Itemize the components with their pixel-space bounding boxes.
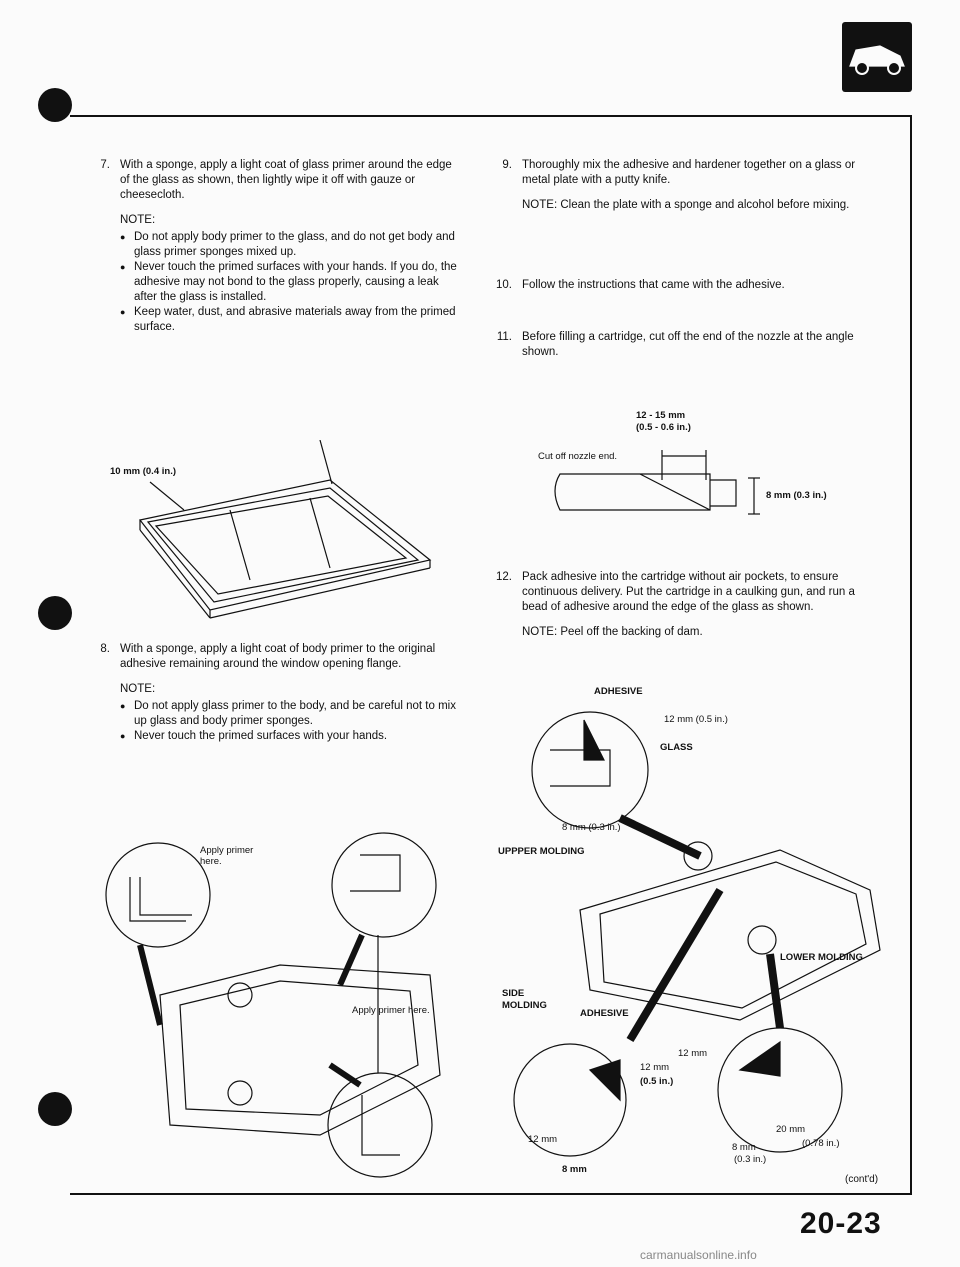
note-item: ● Never touch the primed surfaces with your hands. xyxy=(120,729,460,744)
frame-bottom-rule xyxy=(70,1193,912,1195)
step-text: Pack adhesive into the cartridge without air pockets, to ensure continuous delivery. Put the cartridge in a caulking gun, and run a bead of adhesive around the edge of the glass as shown. xyxy=(522,571,855,613)
callout-label: Cut off nozzle end. xyxy=(538,451,618,462)
callout-label: Apply primer here. xyxy=(200,845,254,867)
step-text: Thoroughly mix the adhesive and hardener together on a glass or metal plate with a putty knife. xyxy=(522,159,856,186)
dimension-label: 12 mm xyxy=(678,1048,708,1059)
callout-label: LOWER MOLDING xyxy=(780,952,863,963)
dimension-label: 12 mm (0.5 in.) xyxy=(664,714,728,725)
note-text: NOTE: Peel off the backing of dam. xyxy=(522,626,703,638)
note-text: NOTE: Clean the plate with a sponge and alcohol before mixing. xyxy=(522,199,850,211)
dimension-label: 10 mm (0.4 in.) xyxy=(110,466,176,477)
dimension-label: (0.78 in.) xyxy=(802,1138,840,1149)
figure-glass-primer xyxy=(110,440,450,620)
binder-hole xyxy=(38,596,72,630)
page-number: 20-23 xyxy=(800,1207,882,1240)
callout-label: UPPPER MOLDING xyxy=(498,846,585,857)
binder-hole xyxy=(38,1092,72,1126)
continued-label: (cont'd) xyxy=(845,1174,879,1185)
figure-nozzle-cut xyxy=(530,410,870,535)
note-item: ● Keep water, dust, and abrasive materials away from the primed surface. xyxy=(120,305,460,335)
frame-right-rule xyxy=(910,115,912,1195)
figure-adhesive-bead xyxy=(480,686,900,1185)
note-heading: NOTE: xyxy=(120,683,156,695)
callout-label: SIDE xyxy=(502,988,525,999)
dimension-label: 8 mm (0.3 in.) xyxy=(766,490,827,501)
step-text: Before filling a cartridge, cut off the end of the nozzle at the angle shown. xyxy=(522,331,854,358)
callout-label: GLASS xyxy=(660,742,693,753)
note-item: ● Do not apply body primer to the glass, and do not get body and glass primer sponges mixed up. xyxy=(120,230,460,260)
step-number: 11. xyxy=(496,331,512,343)
figure-body-primer xyxy=(100,825,460,1185)
step-text: With a sponge, apply a light coat of body primer to the original adhesive remaining around the window opening flange. xyxy=(120,643,436,670)
step-number: 7. xyxy=(100,159,110,171)
dimension-label: (0.5 - 0.6 in.) xyxy=(636,422,691,433)
dimension-label: (0.3 in.) xyxy=(734,1154,767,1165)
dimension-label: 12 mm xyxy=(640,1062,670,1073)
note-list xyxy=(120,230,460,335)
dimension-label: 8 mm xyxy=(562,1164,587,1175)
note-item: ● Do not apply glass primer to the body, and be careful not to mix up glass and body primer sponges. xyxy=(120,699,460,729)
step-number: 8. xyxy=(100,643,110,655)
step-text: Follow the instructions that came with the adhesive. xyxy=(522,279,785,291)
dimension-label: 20 mm xyxy=(776,1124,806,1135)
binder-hole xyxy=(38,88,72,122)
dimension-label: 8 mm xyxy=(732,1142,756,1153)
note-list xyxy=(120,699,460,744)
car-section-icon xyxy=(842,22,912,92)
callout-label: MOLDING xyxy=(502,1000,547,1011)
watermark: carmanualsonline.info xyxy=(640,1248,757,1262)
callout-label: ADHESIVE xyxy=(594,686,643,697)
callout-label: ADHESIVE xyxy=(580,1008,629,1019)
callout-label: Apply primer here. xyxy=(352,1005,430,1016)
frame-top-rule xyxy=(70,115,912,117)
step-number: 12. xyxy=(496,571,512,583)
dimension-label: 12 mm xyxy=(528,1134,558,1145)
step-text: With a sponge, apply a light coat of glass primer around the edge of the glass as shown, then lightly wipe it off with gauze or cheesecloth. xyxy=(120,159,452,201)
step-number: 9. xyxy=(502,159,512,171)
note-item: ● Never touch the primed surfaces with your hands. If you do, the adhesive may not bond to the glass properly, causing a leak after the glass is installed. xyxy=(120,260,460,305)
dimension-label: 8 mm (0.3 in.) xyxy=(562,822,621,833)
dimension-label: (0.5 in.) xyxy=(640,1076,674,1087)
step-number: 10. xyxy=(496,279,512,291)
dimension-label: 12 - 15 mm xyxy=(636,410,686,421)
note-heading: NOTE: xyxy=(120,214,156,226)
